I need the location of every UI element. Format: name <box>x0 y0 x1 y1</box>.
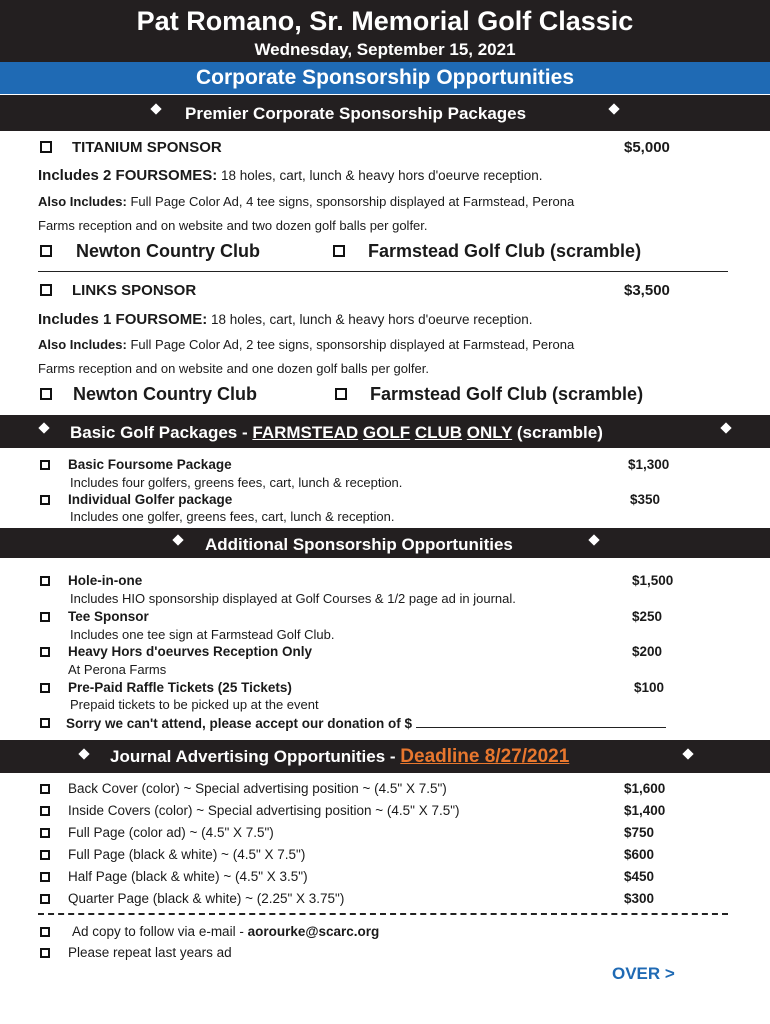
diamond-icon <box>608 103 619 114</box>
journal-item-name: Half Page (black & white) ~ (4.5" X 3.5") <box>68 869 308 884</box>
additional-item-name: Pre-Paid Raffle Tickets (25 Tickets) <box>68 680 292 695</box>
links-farmstead-checkbox[interactable] <box>335 388 347 400</box>
journal-item-name: Back Cover (color) ~ Special advertising position ~ (4.5" X 7.5") <box>68 781 447 796</box>
additional-item-price: $1,500 <box>632 573 674 588</box>
includes-label: Includes 2 FOURSOMES: <box>38 167 218 184</box>
additional-item-name: Tee Sponsor <box>68 609 149 624</box>
journal-item-checkbox[interactable] <box>40 806 50 816</box>
diamond-icon <box>78 748 89 759</box>
links-checkbox[interactable] <box>40 284 52 296</box>
additional-item-price: $200 <box>632 644 663 659</box>
basic-heading-band <box>0 415 770 448</box>
additional-item-checkbox[interactable] <box>40 683 50 693</box>
journal-item-checkbox[interactable] <box>40 894 50 904</box>
journal-item-price: $1,600 <box>624 781 666 796</box>
journal-heading-band <box>0 740 770 773</box>
diamond-icon <box>720 422 731 433</box>
additional-item-name: Hole-in-one <box>68 573 143 588</box>
basic-item-desc: Includes one golfer, greens fees, cart, lunch & reception. <box>70 509 395 524</box>
additional-item-checkbox[interactable] <box>40 576 50 586</box>
basic-item-price: $350 <box>630 492 661 507</box>
premier-heading: Premier Corporate Sponsorship Packages <box>185 104 527 123</box>
heading-word: ONLY <box>466 423 513 442</box>
diamond-icon <box>38 422 49 433</box>
additional-item-desc: Includes one tee sign at Farmstead Golf Club. <box>70 627 335 642</box>
journal-item-checkbox[interactable] <box>40 872 50 882</box>
includes-label: Includes 1 FOURSOME: <box>38 311 208 328</box>
page-title: Pat Romano, Sr. Memorial Golf Classic <box>136 6 634 36</box>
additional-heading: Additional Sponsorship Opportunities <box>205 535 513 554</box>
donation-line <box>66 715 666 731</box>
basic-heading <box>70 423 603 443</box>
over-link[interactable]: OVER > <box>612 964 675 983</box>
basic-item-checkbox[interactable] <box>40 495 50 505</box>
links-newton-checkbox[interactable] <box>40 388 52 400</box>
titanium-also-cont: Farms reception and on website and two dozen golf balls per golfer. <box>38 218 428 233</box>
includes-text: 18 holes, cart, lunch & heavy hors d'oeurve reception. <box>220 168 543 183</box>
links-includes <box>38 311 532 328</box>
ad-copy-line <box>72 924 379 939</box>
divider <box>38 271 728 272</box>
journal-deadline: Deadline 8/27/2021 <box>400 746 570 767</box>
heading-word: GOLF <box>362 423 411 442</box>
titanium-also <box>38 194 574 209</box>
also-label: Also Includes: <box>38 337 127 352</box>
journal-item-price: $1,400 <box>624 803 666 818</box>
also-text: Full Page Color Ad, 2 tee signs, sponsorship displayed at Farmstead, Perona <box>130 337 575 352</box>
additional-item-price: $250 <box>632 609 663 624</box>
titanium-price: $5,000 <box>624 139 670 156</box>
links-also <box>38 337 574 352</box>
donation-label: Sorry we can't attend, please accept our donation of $ <box>66 716 413 731</box>
links-name: LINKS SPONSOR <box>72 282 197 299</box>
journal-item-checkbox[interactable] <box>40 784 50 794</box>
basic-item-name: Individual Golfer package <box>68 492 233 507</box>
journal-item-price: $750 <box>624 825 655 840</box>
links-newton-label: Newton Country Club <box>73 384 257 404</box>
links-also-cont: Farms reception and on website and one dozen golf balls per golfer. <box>38 361 429 376</box>
donation-checkbox[interactable] <box>40 718 50 728</box>
journal-heading <box>110 746 569 768</box>
journal-item-checkbox[interactable] <box>40 828 50 838</box>
corporate-banner <box>0 62 770 94</box>
also-label: Also Includes: <box>38 194 127 209</box>
titanium-checkbox[interactable] <box>40 141 52 153</box>
journal-item-checkbox[interactable] <box>40 850 50 860</box>
additional-item-checkbox[interactable] <box>40 647 50 657</box>
journal-item-name: Full Page (color ad) ~ (4.5" X 7.5") <box>68 825 274 840</box>
titanium-farmstead-checkbox[interactable] <box>333 245 345 257</box>
basic-item-desc: Includes four golfers, greens fees, cart, lunch & reception. <box>70 475 403 490</box>
journal-item-price: $300 <box>624 891 655 906</box>
heading-word: CLUB <box>414 423 463 442</box>
banner-title: Corporate Sponsorship Opportunities <box>195 66 574 89</box>
journal-item-name: Quarter Page (black & white) ~ (2.25" X 3.75") <box>68 891 345 906</box>
includes-text: 18 holes, cart, lunch & heavy hors d'oeurve reception. <box>210 312 533 327</box>
premier-heading-band <box>0 95 770 131</box>
journal-item-price: $450 <box>624 869 655 884</box>
diamond-icon <box>682 748 693 759</box>
titanium-name: TITANIUM SPONSOR <box>72 139 222 156</box>
titanium-newton-checkbox[interactable] <box>40 245 52 257</box>
basic-item-checkbox[interactable] <box>40 460 50 470</box>
diamond-icon <box>588 534 599 545</box>
journal-item-price: $600 <box>624 847 655 862</box>
basic-heading-suffix: (scramble) <box>512 423 603 442</box>
repeat-ad-label: Please repeat last years ad <box>68 945 232 960</box>
diamond-icon <box>172 534 183 545</box>
repeat-ad-checkbox[interactable] <box>40 948 50 958</box>
links-price: $3,500 <box>624 282 670 299</box>
heading-word: FARMSTEAD <box>252 423 359 442</box>
journal-item-name: Full Page (black & white) ~ (4.5" X 7.5") <box>68 847 306 862</box>
additional-item-checkbox[interactable] <box>40 612 50 622</box>
additional-item-desc: Includes HIO sponsorship displayed at Golf Courses & 1/2 page ad in journal. <box>70 591 516 606</box>
ad-copy-checkbox[interactable] <box>40 927 50 937</box>
donation-amount-field[interactable] <box>416 715 666 728</box>
title-band <box>0 0 770 62</box>
additional-item-price: $100 <box>634 680 665 695</box>
event-date: Wednesday, September 15, 2021 <box>254 40 516 59</box>
ad-copy-label: Ad copy to follow via e-mail - <box>72 924 248 939</box>
additional-heading-band <box>0 528 770 558</box>
titanium-farmstead-label: Farmstead Golf Club (scramble) <box>368 241 642 261</box>
titanium-newton-label: Newton Country Club <box>76 241 260 261</box>
journal-heading-prefix: Journal Advertising Opportunities - <box>110 747 401 766</box>
diamond-icon <box>150 103 161 114</box>
links-farmstead-label: Farmstead Golf Club (scramble) <box>370 384 644 404</box>
dashed-divider <box>38 913 728 915</box>
additional-item-desc: Prepaid tickets to be picked up at the event <box>70 697 319 712</box>
also-text: Full Page Color Ad, 4 tee signs, sponsorship displayed at Farmstead, Perona <box>130 194 575 209</box>
ad-copy-email: aorourke@scarc.org <box>247 924 380 939</box>
journal-item-name: Inside Covers (color) ~ Special advertising position ~ (4.5" X 7.5") <box>68 803 460 818</box>
basic-item-price: $1,300 <box>628 457 670 472</box>
titanium-includes <box>38 167 542 184</box>
basic-heading-prefix: Basic Golf Packages - <box>70 423 253 442</box>
basic-item-name: Basic Foursome Package <box>68 457 232 472</box>
additional-item-name: Heavy Hors d'oeurves Reception Only <box>68 644 313 659</box>
additional-item-desc: At Perona Farms <box>68 662 167 677</box>
